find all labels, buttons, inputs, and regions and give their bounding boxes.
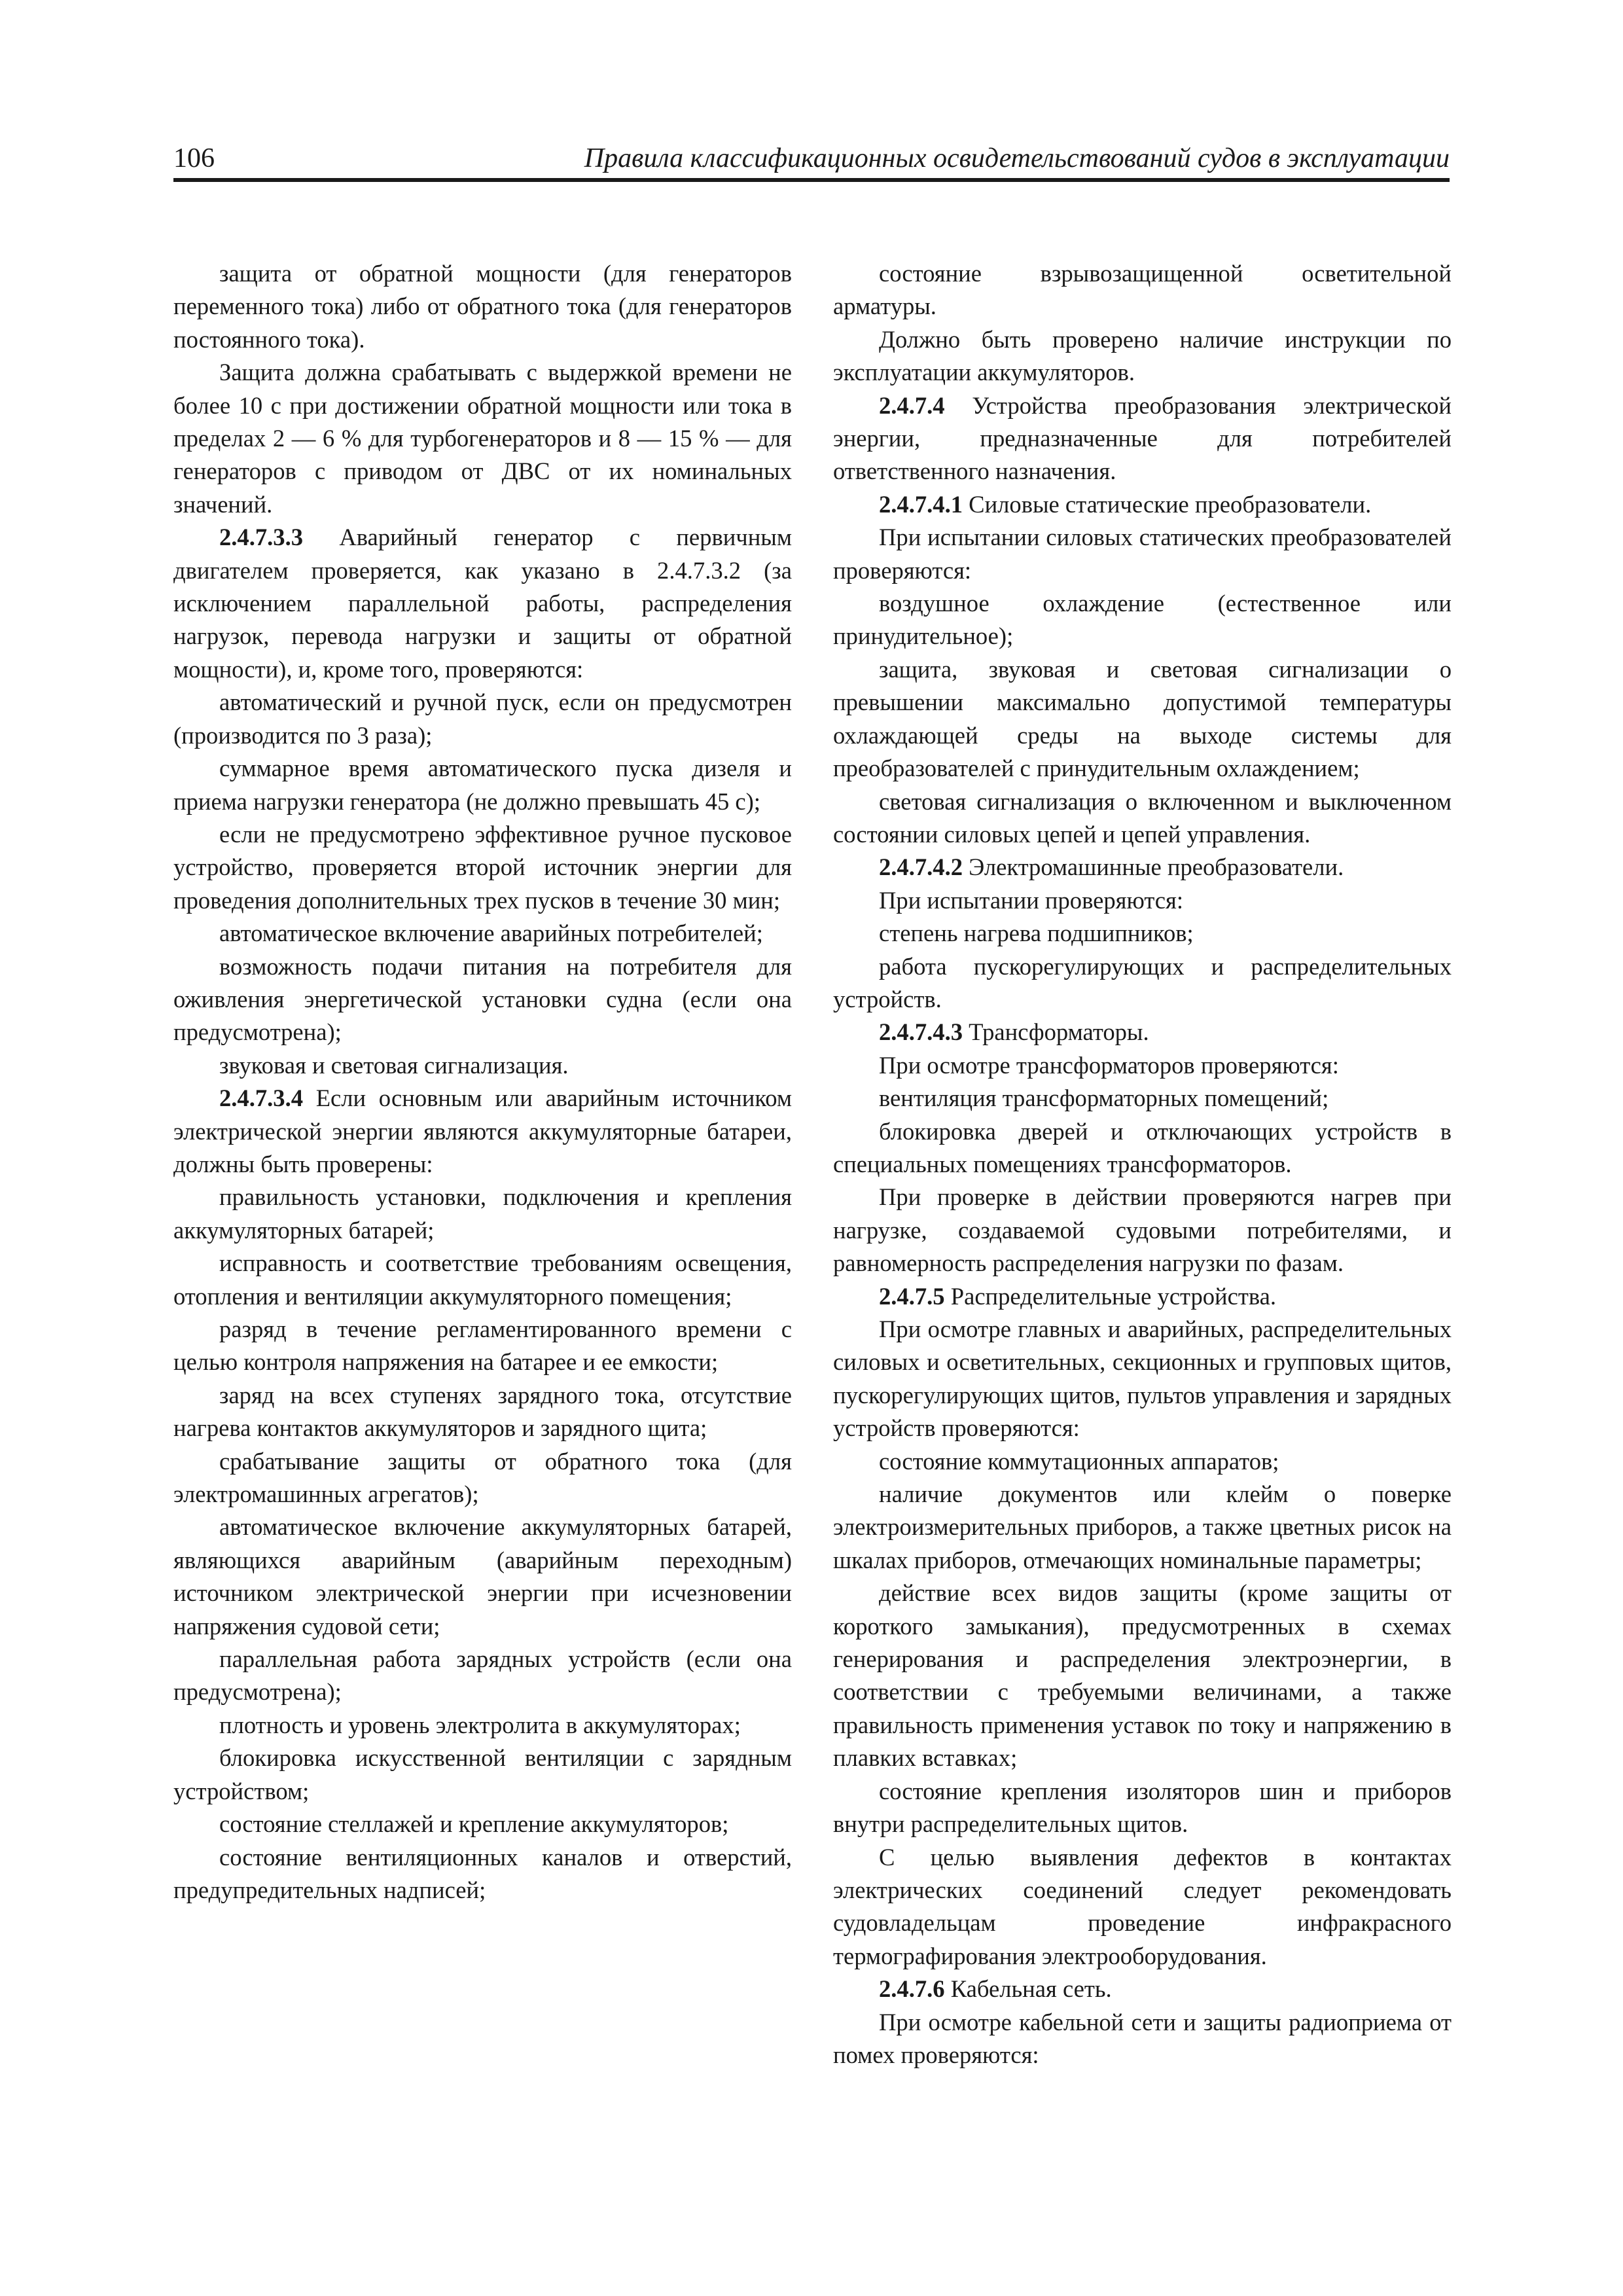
paragraph-text: автоматический и ручной пуск, если он предусмотрен (производится по 3 раза);: [173, 689, 792, 749]
paragraph-text: воздушное охлаждение (естественное или принудительное);: [833, 590, 1452, 650]
paragraph-text: Распределительные устройства.: [944, 1282, 1277, 1310]
paragraph: [833, 1313, 1452, 1445]
paragraph: [833, 917, 1452, 950]
paragraph: [833, 1841, 1452, 1973]
paragraph: [833, 884, 1452, 917]
paragraph-text: Трансформаторы.: [963, 1018, 1149, 1046]
paragraph-text: блокировка искусственной вентиляции с зарядным устройством;: [173, 1744, 792, 1804]
paragraph: [833, 1049, 1452, 1082]
paragraph-text: При проверке в действии проверяются нагрев при нагрузке, создаваемой судовыми потребителями, и равномерность распределения нагрузки по фазам.: [833, 1183, 1452, 1277]
paragraph-text: состояние взрывозащищенной осветительной арматуры.: [833, 260, 1452, 320]
clause-number: 2.4.7.5: [879, 1282, 945, 1310]
page-number: 106: [173, 143, 215, 173]
paragraph: [833, 1445, 1452, 1478]
paragraph-text: Кабельная сеть.: [944, 1975, 1112, 2003]
paragraph-text: степень нагрева подшипников;: [879, 920, 1194, 947]
paragraph: [173, 686, 792, 752]
paragraph-text: При осмотре трансформаторов проверяются:: [879, 1051, 1339, 1079]
paragraph: [833, 1577, 1452, 1774]
clause-paragraph: [833, 851, 1452, 884]
paragraph-text: действие всех видов защиты (кроме защиты от короткого замыкания), предусмотренных в схемах генерирования и распределения электроэнергии, в соответствии с требуемыми величинами, а также правильность применения уставок по току и напряжению в плавких вставках;: [833, 1579, 1452, 1772]
paragraph-text: Электромашинные преобразователи.: [963, 853, 1344, 881]
paragraph-text: если не предусмотрено эффективное ручное пусковое устройство, проверяется второй источник энергии для проведения дополнительных трех пусков в течение 30 мин;: [173, 820, 792, 914]
paragraph: [833, 1181, 1452, 1280]
paragraph: [833, 1115, 1452, 1181]
paragraph-text: правильность установки, подключения и крепления аккумуляторных батарей;: [173, 1183, 792, 1244]
paragraph: [833, 1082, 1452, 1115]
paragraph-text: исправность и соответствие требованиям освещения, отопления и вентиляции аккумуляторного помещения;: [173, 1249, 792, 1310]
paragraph-text: Защита должна срабатывать с выдержкой времени не более 10 с при достижении обратной мощности или тока в пределах 2 — 6 % для турбогенераторов и 8 — 15 % — для генераторов с приводом от ДВС от их номинальных значений.: [173, 359, 792, 518]
paragraph: [833, 2006, 1452, 2072]
paragraph: [173, 917, 792, 950]
paragraph-text: работа пускорегулирующих и распределительных устройств.: [833, 952, 1452, 1013]
clause-paragraph: [833, 1016, 1452, 1049]
clause-paragraph: [833, 1280, 1452, 1313]
paragraph-text: вентиляция трансформаторных помещений;: [879, 1085, 1329, 1112]
paragraph-text: наличие документов или клейм о поверке электроизмерительных приборов, а также цветных рисок на шкалах приборов, отмечающих номинальные параметры;: [833, 1480, 1452, 1573]
paragraph-text: защита, звуковая и световая сигнализации о превышении максимально допустимой температуры охлаждающей среды на выходе системы для преобразователей с принудительным охлаждением;: [833, 655, 1452, 782]
paragraph-text: возможность подачи питания на потребителя для оживления энергетической установки судна (если она предусмотрена);: [173, 952, 792, 1046]
paragraph: [173, 1742, 792, 1808]
paragraph-text: звуковая и световая сигнализация.: [219, 1051, 569, 1079]
paragraph-text: блокировка дверей и отключающих устройств в специальных помещениях трансформаторов.: [833, 1117, 1452, 1177]
clause-paragraph: [173, 1082, 792, 1181]
paragraph: [173, 1709, 792, 1742]
paragraph-text: состояние коммутационных аппаратов;: [879, 1447, 1279, 1475]
paragraph: [173, 1379, 792, 1445]
paragraph-text: автоматическое включение аккумуляторных батарей, являющихся аварийным (аварийным переходным) источником электрической энергии при исчезновении напряжения судовой сети;: [173, 1513, 792, 1640]
right-text-column: [833, 257, 1452, 2072]
paragraph-text: При осмотре кабельной сети и защиты радиоприема от помех проверяются:: [833, 2008, 1452, 2068]
paragraph: [833, 653, 1452, 785]
paragraph: [833, 521, 1452, 587]
page-header: [173, 145, 1450, 182]
paragraph-text: При осмотре главных и аварийных, распределительных силовых и осветительных, секционных и групповых щитов, пускорегулирующих щитов, пультов управления и зарядных устройств проверяются:: [833, 1316, 1452, 1442]
clause-number: 2.4.7.4: [879, 391, 945, 419]
clause-number: 2.4.7.3.3: [219, 524, 304, 551]
paragraph: [173, 1445, 792, 1511]
clause-number: 2.4.7.4.2: [879, 853, 963, 881]
paragraph: [173, 1808, 792, 1840]
paragraph-text: Аварийный генератор с первичным двигателем проверяется, как указано в 2.4.7.3.2 (за исключением параллельной работы, распределения нагрузок, перевода нагрузки и защиты от обратной мощности), и, кроме того, проверяются:: [173, 524, 792, 683]
paragraph: [173, 1841, 792, 1907]
paragraph-text: Устройства преобразования электрической энергии, предназначенные для потребителей ответственного назначения.: [833, 391, 1452, 485]
paragraph: [173, 1247, 792, 1313]
paragraph: [173, 752, 792, 818]
paragraph-text: разряд в течение регламентированного времени с целью контроля напряжения на батарее и ее емкости;: [173, 1316, 792, 1376]
paragraph-text: Должно быть проверено наличие инструкции по эксплуатации аккумуляторов.: [833, 325, 1452, 386]
paragraph: [173, 356, 792, 521]
clause-paragraph: [833, 1973, 1452, 2005]
paragraph: [833, 587, 1452, 653]
clause-paragraph: [833, 389, 1452, 488]
paragraph-text: плотность и уровень электролита в аккумуляторах;: [219, 1711, 741, 1738]
paragraph-text: состояние крепления изоляторов шин и приборов внутри распределительных щитов.: [833, 1777, 1452, 1838]
paragraph-text: При испытании силовых статических преобразователей проверяются:: [833, 524, 1452, 584]
paragraph-text: С целью выявления дефектов в контактах электрических соединений следует рекомендовать судовладельцам проведение инфракрасного термографирования электрооборудования.: [833, 1843, 1452, 1969]
paragraph: [173, 1643, 792, 1709]
clause-number: 2.4.7.4.1: [879, 490, 963, 518]
paragraph: [173, 818, 792, 917]
paragraph: [833, 950, 1452, 1016]
clause-number: 2.4.7.6: [879, 1975, 945, 2003]
paragraph: [833, 257, 1452, 323]
paragraph: [833, 785, 1452, 852]
paragraph: [173, 1181, 792, 1247]
paragraph: [173, 950, 792, 1049]
clause-paragraph: [833, 488, 1452, 521]
left-text-column: [173, 257, 792, 1907]
paragraph: [833, 1478, 1452, 1577]
paragraph-text: состояние вентиляционных каналов и отверстий, предупредительных надписей;: [173, 1843, 792, 1903]
paragraph-text: срабатывание защиты от обратного тока (для электромашинных агрегатов);: [173, 1447, 792, 1508]
paragraph: [173, 1313, 792, 1379]
paragraph-text: защита от обратной мощности (для генераторов переменного тока) либо от обратного тока (для генераторов постоянного тока).: [173, 260, 792, 353]
paragraph-text: Если основным или аварийным источником электрической энергии являются аккумуляторные батареи, должны быть проверены:: [173, 1085, 792, 1177]
paragraph: [173, 1511, 792, 1643]
paragraph: [173, 1049, 792, 1082]
paragraph-text: параллельная работа зарядных устройств (если она предусмотрена);: [173, 1645, 792, 1706]
running-title: Правила классификационных освидетельствований судов в эксплуатации: [584, 143, 1450, 173]
paragraph-text: суммарное время автоматического пуска дизеля и приема нагрузки генератора (не должно превышать 45 с);: [173, 755, 792, 815]
paragraph-text: автоматическое включение аварийных потребителей;: [219, 920, 763, 947]
paragraph-text: заряд на всех ступенях зарядного тока, отсутствие нагрева контактов аккумуляторов и зарядного щита;: [173, 1381, 792, 1442]
paragraph: [833, 1775, 1452, 1841]
clause-number: 2.4.7.4.3: [879, 1018, 963, 1046]
paragraph: [173, 257, 792, 356]
paragraph-text: состояние стеллажей и крепление аккумуляторов;: [219, 1810, 729, 1838]
paragraph-text: При испытании проверяются:: [879, 886, 1183, 914]
paragraph-text: световая сигнализация о включенном и выключенном состоянии силовых цепей и цепей управления.: [833, 787, 1452, 848]
clause-paragraph: [173, 521, 792, 686]
clause-number: 2.4.7.3.4: [219, 1085, 304, 1112]
paragraph-text: Силовые статические преобразователи.: [963, 490, 1372, 518]
paragraph: [833, 323, 1452, 389]
